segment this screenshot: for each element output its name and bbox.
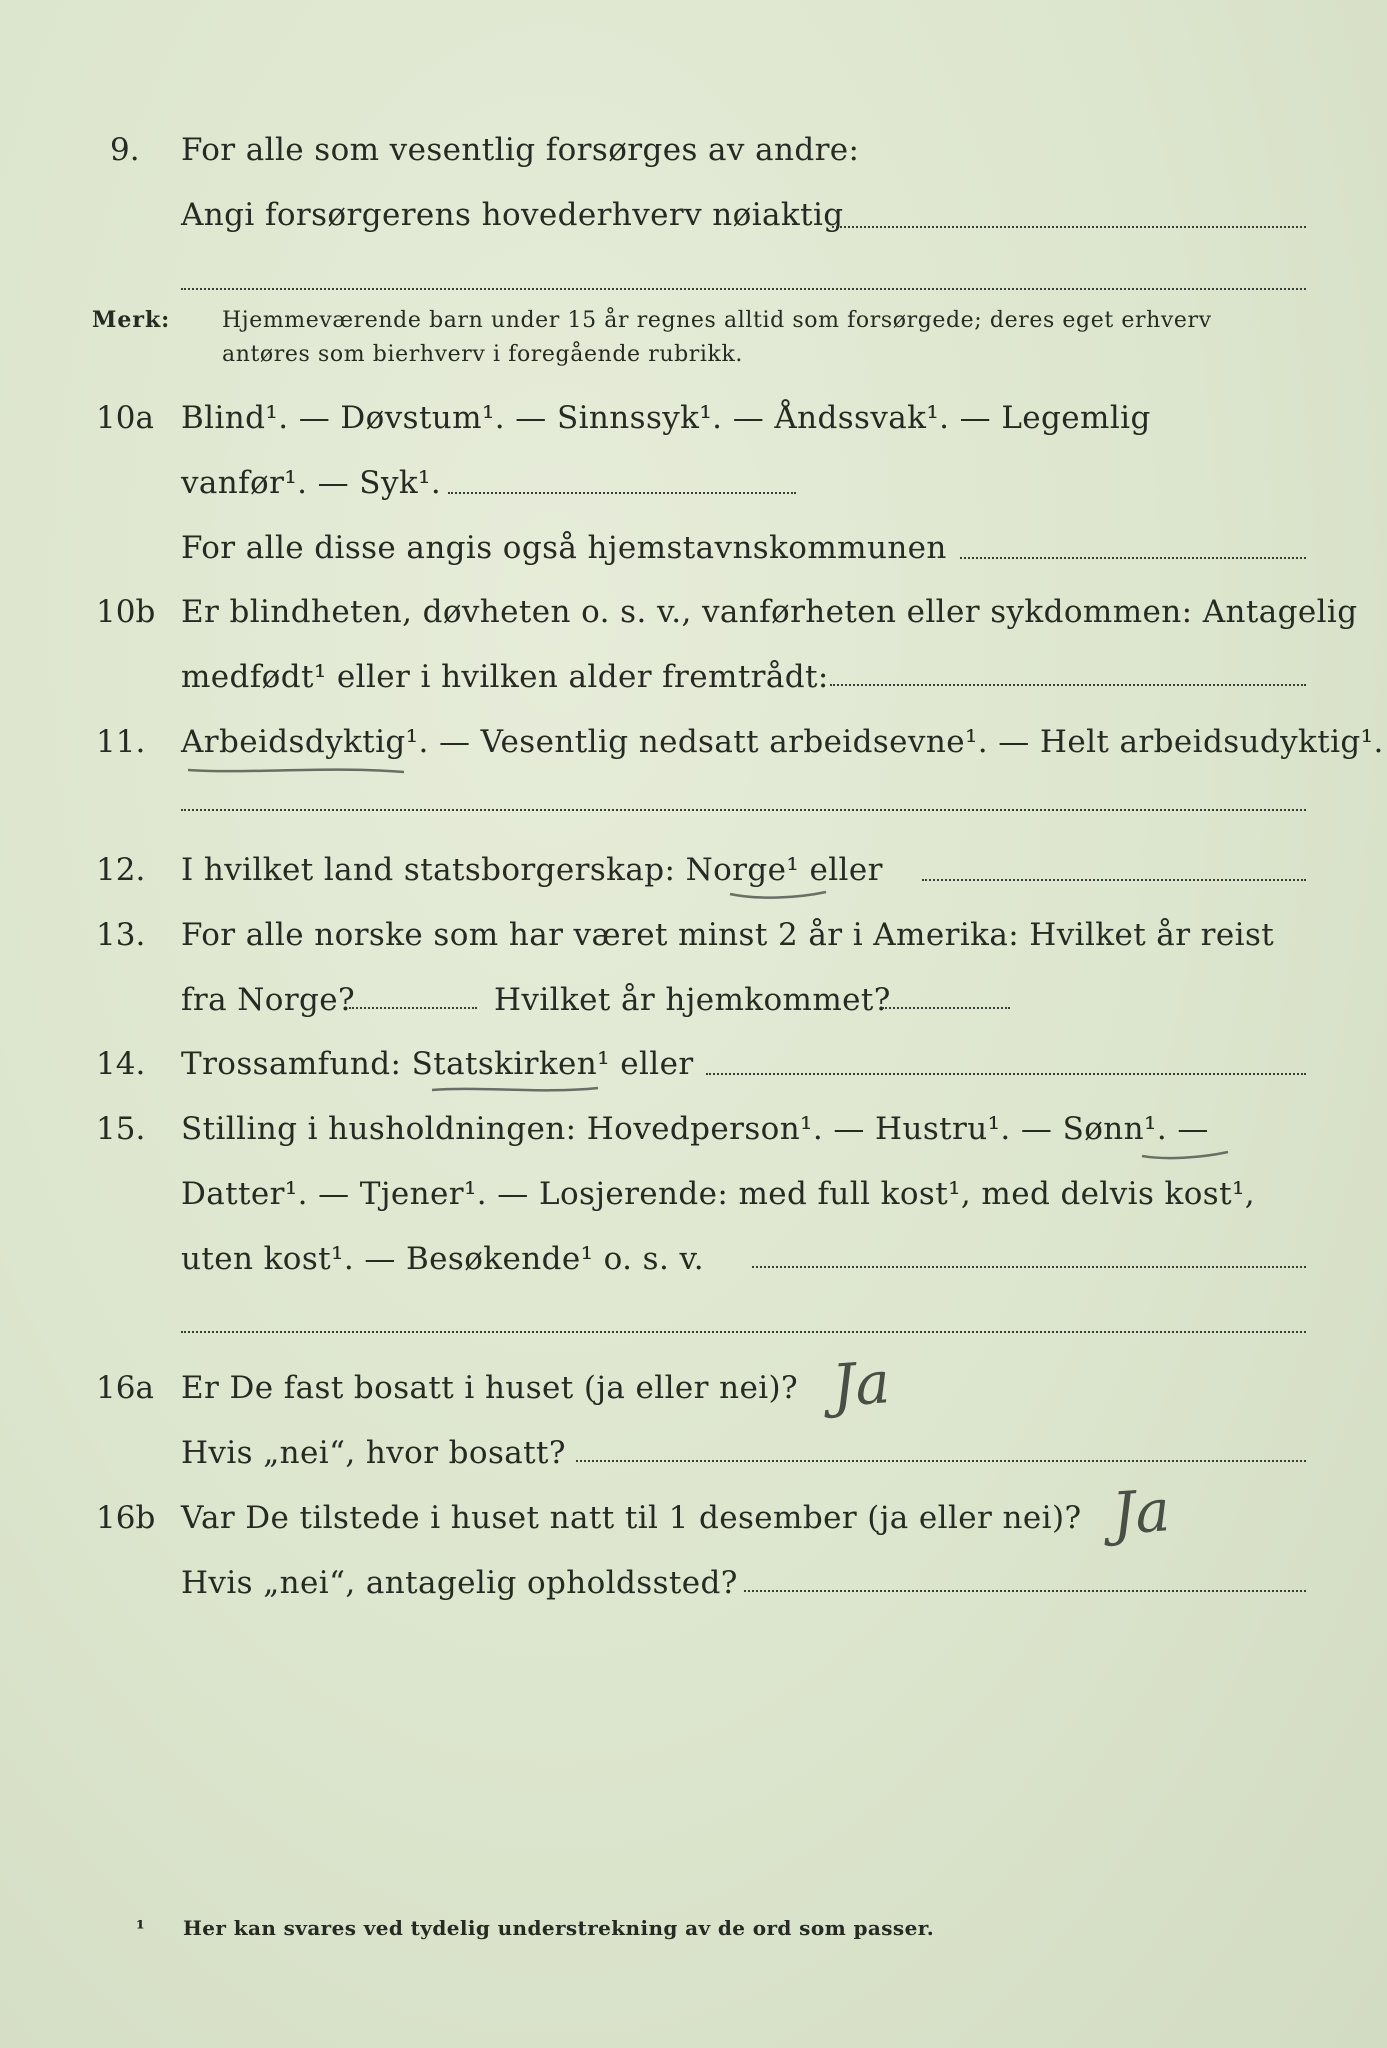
q16b-line2: Hvis „nei“, antagelig opholdssted?	[181, 1565, 738, 1601]
q15-answer-line[interactable]	[752, 1266, 1306, 1268]
q14-handwritten-underline	[430, 1080, 600, 1100]
q10a-line3: For alle disse angis også hjemstavnskommunen	[181, 530, 947, 566]
q14-answer-line[interactable]	[706, 1073, 1306, 1075]
q16a-line1: Er De fast bosatt i huset (ja eller nei)?	[181, 1370, 799, 1406]
merk-line2: antøres som bierhverv i foregående rubrikk.	[222, 342, 744, 367]
q11-rule	[181, 809, 1306, 811]
q10a-line2: vanfør¹. — Syk¹.	[181, 465, 442, 501]
q16b-handwritten-answer: Ja	[1109, 1476, 1173, 1548]
q11-number: 11.	[96, 724, 146, 760]
q9-answer-line[interactable]	[832, 226, 1306, 228]
q15-line2: Datter¹. — Tjener¹. — Losjerende: med full kost¹, med delvis kost¹,	[181, 1176, 1256, 1212]
merk-line1: Hjemmeværende barn under 15 år regnes alltid som forsørgede; deres eget erhverv	[222, 308, 1212, 333]
q16b-number: 16b	[96, 1500, 156, 1536]
q16b-line1: Var De tilstede i huset natt til 1 desember (ja eller nei)?	[181, 1500, 1082, 1536]
q15-number: 15.	[96, 1111, 146, 1147]
q14-line1: Trossamfund: Statskirken¹ eller	[181, 1046, 694, 1082]
q9-line2: Angi forsørgerens hovederhverv nøiaktig	[181, 197, 844, 233]
q10a-syk-line[interactable]	[448, 492, 796, 494]
q10a-hjemstavn-line[interactable]	[960, 557, 1306, 559]
q10b-line2: medfødt¹ eller i hvilken alder fremtrådt:	[181, 659, 829, 695]
q16b-opholdssted-line[interactable]	[744, 1590, 1306, 1592]
q15-line1: Stilling i husholdningen: Hovedperson¹. — Hustru¹. — Sønn¹. —	[181, 1111, 1209, 1147]
q13-line2a: fra Norge?	[181, 982, 356, 1018]
q15-handwritten-underline	[1140, 1146, 1230, 1166]
q9-answer-line-2[interactable]	[181, 288, 1306, 290]
q16a-number: 16a	[96, 1370, 154, 1406]
q15-rule	[181, 1331, 1306, 1333]
q12-number: 12.	[96, 852, 146, 888]
q16a-line2: Hvis „nei“, hvor bosatt?	[181, 1435, 566, 1471]
q13-line1: For alle norske som har været minst 2 år i Amerika: Hvilket år reist	[181, 917, 1275, 953]
q13-reist-line[interactable]	[349, 1007, 477, 1009]
q9-line1: For alle som vesentlig forsørges av andre:	[181, 132, 860, 168]
q14-number: 14.	[96, 1046, 146, 1082]
q11-line1: Arbeidsdyktig¹. — Vesentlig nedsatt arbeidsevne¹. — Helt arbeidsudyktig¹.	[181, 724, 1384, 760]
q10b-number: 10b	[96, 594, 156, 630]
q12-line1: I hvilket land statsborgerskap: Norge¹ eller	[181, 852, 883, 888]
q12-handwritten-underline	[728, 886, 828, 906]
q9-number: 9.	[110, 132, 140, 168]
q10b-answer-line[interactable]	[830, 684, 1306, 686]
q13-line2b: Hvilket år hjemkommet?	[494, 982, 891, 1018]
q16a-handwritten-answer: Ja	[829, 1348, 893, 1420]
q13-number: 13.	[96, 917, 146, 953]
q16a-bosatt-line[interactable]	[576, 1460, 1306, 1462]
q11-handwritten-underline	[186, 760, 406, 780]
merk-label: Merk:	[92, 307, 171, 333]
footnote-text: Her kan svares ved tydelig understrekning av de ord som passer.	[183, 1916, 935, 1940]
q13-hjemkommet-line[interactable]	[882, 1007, 1010, 1009]
q15-line3: uten kost¹. — Besøkende¹ o. s. v.	[181, 1241, 704, 1277]
q10a-line1: Blind¹. — Døvstum¹. — Sinnssyk¹. — Åndssvak¹. — Legemlig	[181, 400, 1151, 436]
q10b-line1: Er blindheten, døvheten o. s. v., vanførheten eller sykdommen: Antagelig	[181, 594, 1358, 630]
q12-answer-line[interactable]	[922, 879, 1306, 881]
footnote-mark: ¹	[136, 1916, 146, 1940]
q10a-number: 10a	[96, 400, 154, 436]
